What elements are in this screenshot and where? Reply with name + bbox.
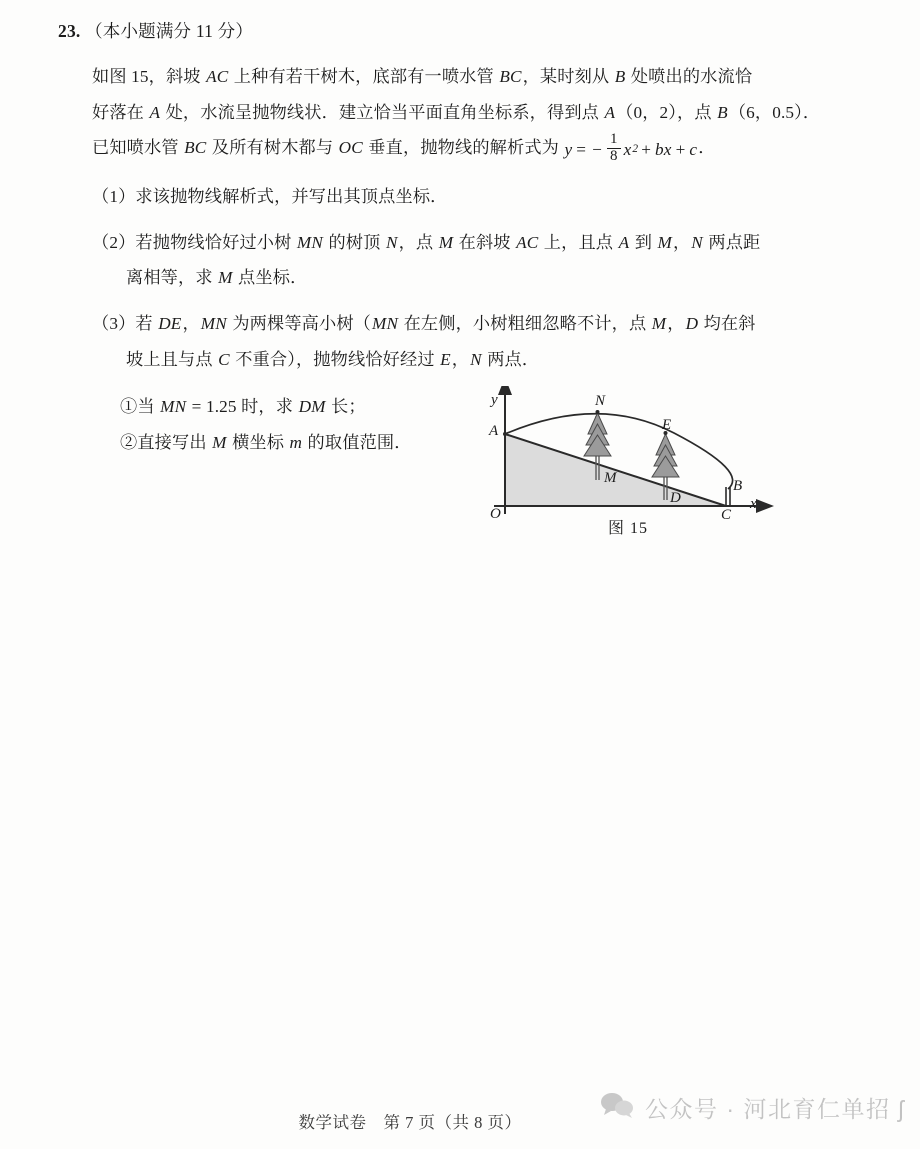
label-m: M (438, 232, 454, 252)
part-3-text: 不重合），抛物线恰好经过 (230, 349, 440, 369)
label-mn: MN (200, 314, 227, 334)
label-m: M (212, 432, 227, 452)
tree-1-foliage (584, 413, 611, 456)
problem-score-note: （本小题满分 11 分） (85, 21, 254, 41)
part-3-text: 均在斜 (699, 314, 756, 334)
figure-label-a: A (489, 423, 499, 439)
part-3-line-2 (126, 342, 858, 378)
eq-y: y (564, 139, 573, 159)
part-3-text: 为两棵等高小树（ (227, 314, 372, 334)
label-m: M (657, 232, 672, 252)
part-3-text: ， (667, 314, 685, 334)
part-2-text: 到 (630, 232, 657, 252)
stem-text: 垂直，抛物线的解析式为 (363, 138, 564, 158)
part-3-text: 长； (326, 397, 366, 417)
label-a: A (149, 102, 161, 122)
stem-text: ，某时刻从 (522, 67, 614, 87)
figure-label-n: N (595, 393, 606, 409)
point-e-dot (664, 431, 668, 435)
part-2-text: 两点距 (703, 232, 761, 252)
label-de: DE (158, 314, 182, 334)
label-a: A (618, 232, 630, 252)
figure-label-c: C (721, 507, 732, 523)
eq-plus: + (641, 139, 652, 159)
part-2-text: ， (672, 232, 691, 252)
part-1-text: 求该抛物线解析式，并写出其顶点坐标． (135, 187, 448, 207)
sub-item-2-marker: ② (120, 432, 138, 452)
label-mn: MN (160, 397, 187, 417)
part-2-text: 若抛物线恰好过小树 (135, 232, 296, 252)
figure-label-m: M (604, 470, 617, 486)
label-d: D (685, 314, 699, 334)
watermark-text: 公众号 · 河北育仁单招 ʃ (645, 1096, 905, 1122)
label-oc: OC (338, 138, 363, 158)
label-m: M (651, 314, 667, 334)
stem-text: 如图 15，斜坡 (92, 67, 206, 87)
part-3-text: = 1.25 时，求 (187, 397, 298, 417)
part-3-text: 坡上且与点 (126, 349, 218, 369)
stem-line-2 (92, 95, 858, 131)
figure-label-d: D (670, 490, 681, 506)
eq-c: c (689, 139, 698, 159)
wechat-watermark (600, 1091, 905, 1124)
eq-numerator: 1 (609, 131, 618, 148)
parabola-equation (563, 132, 698, 168)
problem-heading (58, 18, 858, 45)
wechat-icon (600, 1092, 634, 1124)
part-1 (92, 179, 858, 215)
point-a-dot (503, 432, 507, 436)
part-3-line-1 (92, 306, 858, 342)
point-n-dot (596, 410, 600, 414)
page-footer: 数学试卷 第 7 页（共 8 页） (298, 1113, 522, 1132)
figure-label-x: x (750, 496, 757, 512)
eq-x: x (623, 139, 632, 159)
tree-2-foliage (652, 434, 679, 477)
label-n: N (470, 349, 482, 369)
problem-number: 23. (58, 21, 81, 41)
eq-minus: − (592, 139, 602, 159)
figure-label-b: B (733, 478, 743, 494)
eq-exponent: 2 (632, 142, 639, 155)
figure-caption: 图 15 (607, 520, 648, 537)
part-2-line-1 (92, 225, 858, 261)
label-c: C (218, 349, 230, 369)
stem-text: 已知喷水管 (92, 138, 184, 158)
stem-text: 上种有若干树木，底部有一喷水管 (229, 67, 499, 87)
part-3-text: 两点． (482, 349, 540, 369)
part-3-text: 当 (137, 397, 160, 417)
label-m: M (218, 268, 233, 288)
part-2-label: （2） (92, 232, 136, 252)
eq-equals: = (576, 139, 587, 159)
stem-text: 及所有树木都与 (207, 138, 338, 158)
label-n: N (691, 232, 703, 252)
figure-label-o: O (490, 506, 501, 522)
stem-text: ． (698, 138, 716, 158)
part-3-text: 若 (135, 314, 158, 334)
label-mn: MN (296, 232, 324, 252)
part-2-line-2 (126, 260, 858, 296)
eq-bx: bx (655, 139, 672, 159)
sub-item-1-marker: ① (120, 397, 138, 417)
label-n: N (385, 232, 398, 252)
part-3-text: 直接写出 (137, 432, 212, 452)
stem-text: 处喷出的水流恰 (626, 67, 753, 87)
label-m-lower: m (289, 432, 303, 452)
eq-denominator: 8 (607, 148, 621, 165)
figure-label-e: E (662, 417, 672, 433)
label-mn: MN (372, 314, 399, 334)
stem-line-3 (92, 130, 858, 167)
part-3-label: （3） (92, 314, 136, 334)
stem-text: （0，2），点 (616, 102, 717, 122)
eq-plus: + (675, 139, 686, 159)
label-bc: BC (499, 67, 522, 87)
stem-text: 好落在 (92, 102, 149, 122)
label-e: E (440, 349, 451, 369)
stem-text: （6，0.5）． (728, 102, 821, 122)
part-3-text: 在左侧，小树粗细忽略不计，点 (399, 314, 651, 334)
part-2-text: 离相等，求 (126, 268, 218, 288)
part-3-text: 横坐标 (227, 432, 289, 452)
part-2-text: 上，且点 (539, 232, 618, 252)
part-2-text: ，点 (398, 232, 438, 252)
part-1-label: （1） (92, 187, 136, 207)
label-ac: AC (516, 232, 539, 252)
stem-line-1 (92, 59, 858, 95)
part-2-text: 在斜坡 (454, 232, 516, 252)
label-b: B (614, 67, 626, 87)
label-dm: DM (298, 397, 326, 417)
figure-label-y: y (491, 392, 498, 408)
eq-fraction (607, 132, 621, 164)
part-3-text: ， (182, 314, 200, 334)
stem-text: 处，水流呈抛物线状．建立恰当平面直角坐标系，得到点 (161, 102, 604, 122)
label-a: A (604, 102, 616, 122)
label-ac: AC (206, 67, 229, 87)
part-3-text: ， (451, 349, 470, 369)
part-2-text: 点坐标． (233, 268, 308, 288)
label-b: B (717, 102, 728, 122)
part-2-text: 的树顶 (324, 232, 385, 252)
label-bc: BC (184, 138, 207, 158)
part-3-text: 的取值范围． (303, 432, 412, 452)
